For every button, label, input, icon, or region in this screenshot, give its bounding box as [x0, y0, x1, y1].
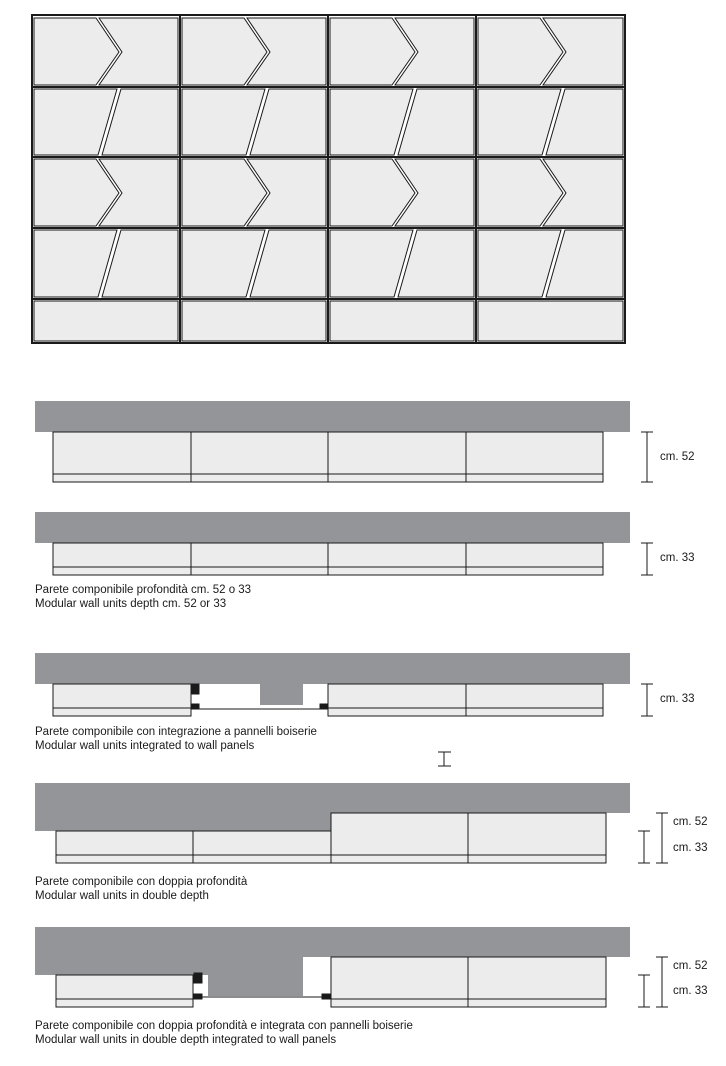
panel-clip [191, 684, 199, 694]
caption-it: Parete componibile profondità cm. 52 o 33 [35, 584, 252, 596]
panel-clip [320, 704, 328, 709]
dimension-label: cm. 52 [660, 451, 695, 463]
front-elevation [32, 15, 625, 343]
dimension-label: cm. 52 [673, 960, 708, 972]
caption-section-4 [35, 875, 247, 903]
caption-it: Parete componibile con doppia profondità [35, 876, 248, 888]
section-2-plan [35, 512, 653, 575]
section-5-plan [35, 927, 668, 1007]
dimension-label: cm. 33 [660, 693, 695, 705]
panel-clip [191, 704, 199, 709]
wall-band [35, 512, 630, 543]
panel-clip [322, 994, 330, 999]
caption-en: Modular wall units integrated to wall panels [35, 740, 255, 752]
dimension-label: cm. 52 [673, 816, 708, 828]
dimension-marker [641, 432, 653, 482]
text-cursor-icon [438, 752, 451, 766]
dimension-marker [641, 684, 653, 716]
caption-en: Modular wall units in double depth integrated to wall panels [35, 1034, 337, 1046]
dimension-marker [638, 957, 668, 1007]
caption-en: Modular wall units in double depth [35, 890, 209, 902]
section-4-plan [35, 783, 668, 863]
dimension-marker [638, 813, 668, 863]
dimension-label: cm. 33 [673, 985, 708, 997]
section-3-plan [35, 653, 653, 716]
caption-it: Parete componibile con integrazione a pannelli boiserie [35, 726, 317, 738]
caption-section-2 [35, 583, 251, 611]
wall-band [35, 401, 630, 432]
caption-section-5 [35, 1019, 413, 1047]
section-1-plan [35, 401, 653, 482]
caption-section-3 [35, 725, 317, 753]
dimension-label: cm. 33 [673, 842, 708, 854]
panel-clip [194, 973, 202, 983]
dimension-marker [641, 543, 653, 575]
dimension-label: cm. 33 [660, 552, 695, 564]
caption-it: Parete componibile con doppia profondità e integrata con pannelli boiserie [35, 1020, 413, 1032]
unit-left [56, 975, 193, 1007]
caption-en: Modular wall units depth cm. 52 or 33 [35, 598, 227, 610]
unit-left [53, 684, 191, 716]
panel-clip [194, 994, 202, 999]
